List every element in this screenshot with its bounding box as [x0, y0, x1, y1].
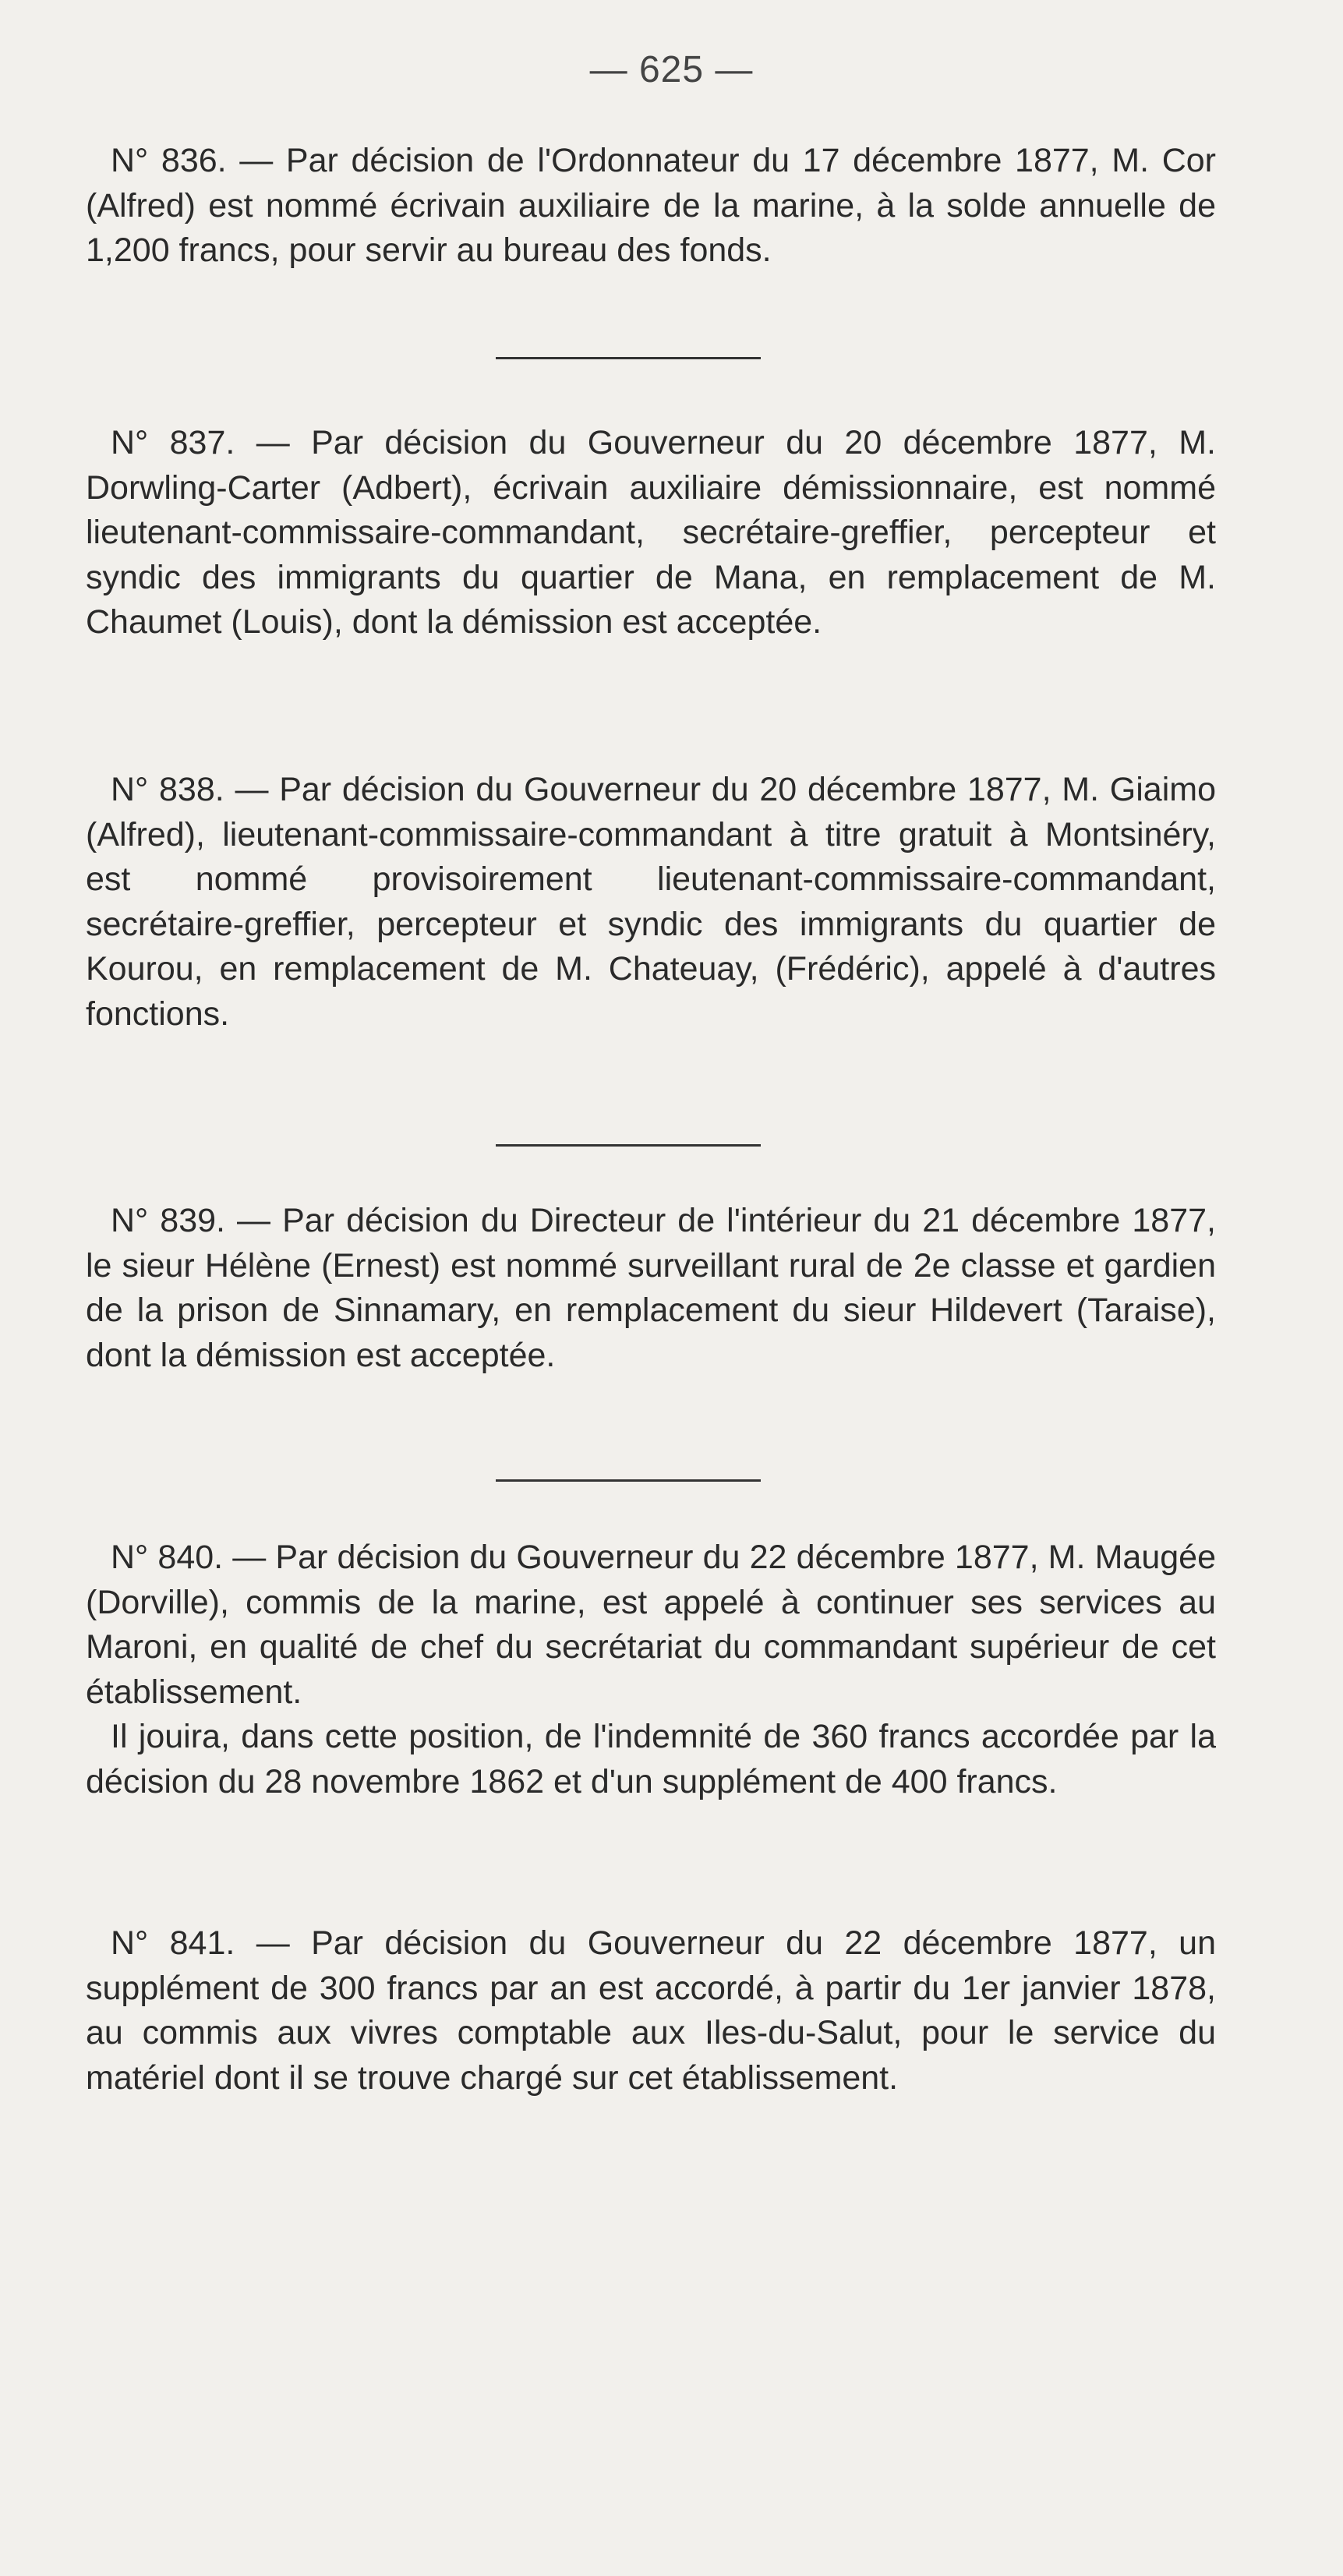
decision-entry-836	[86, 139, 1216, 274]
entry-paragraph: Il jouira, dans cette position, de l'indemnité de 360 francs accordée par la décision du 28 novembre 1862 et d'un supplément de 400 francs.	[86, 1718, 1216, 1800]
decision-entry-838	[86, 768, 1216, 1037]
entry-paragraph: N° 837. — Par décision du Gouverneur du 20 décembre 1877, M. Dorwling-Carter (Adbert), écrivain auxiliaire démissionnaire, est nommé lieutenant-commissaire-commandant, secrétaire-greffier, percepteur et syndic des immigrants du quartier de Mana, en remplacement de M. Chaumet (Louis), dont la démission est acceptée.	[86, 424, 1216, 641]
entry-paragraph: N° 841. — Par décision du Gouverneur du 22 décembre 1877, un supplément de 300 francs par an est accordé, à partir du 1er janvier 1878, au commis aux vivres comptable aux Iles-du-Salut, pour le service du matériel dont il se trouve chargé sur cet établissement.	[86, 1924, 1216, 2097]
decision-entry-837	[86, 421, 1216, 645]
entry-paragraph: N° 840. — Par décision du Gouverneur du 22 décembre 1877, M. Maugée (Dorville), commis de la marine, est appelé à continuer ses services au Maroni, en qualité de chef du secrétariat du commandant supérieur de cet établissement.	[86, 1539, 1216, 1711]
entry-paragraph: N° 838. — Par décision du Gouverneur du 20 décembre 1877, M. Giaimo (Alfred), lieutenant-commissaire-commandant à titre gratuit à Montsinéry, est nommé provisoirement lieutenant-commissaire-commandant, secrétaire-greffier, percepteur et syndic des immigrants du quartier de Kourou, en remplacement de M. Chateuay, (Frédéric), appelé à d'autres fonctions.	[86, 771, 1216, 1033]
entry-paragraph: N° 839. — Par décision du Directeur de l'intérieur du 21 décembre 1877, le sieur Hélène (Ernest) est nommé surveillant rural de 2e classe et gardien de la prison de Sinnamary, en remplacement du sieur Hildevert (Taraise), dont la démission est acceptée.	[86, 1202, 1216, 1374]
separator-rule	[496, 357, 761, 359]
separator-rule	[496, 1479, 761, 1482]
decision-entry-839	[86, 1199, 1216, 1378]
decision-entry-841	[86, 1921, 1216, 2101]
entry-paragraph: N° 836. — Par décision de l'Ordonnateur du 17 décembre 1877, M. Cor (Alfred) est nommé écrivain auxiliaire de la marine, à la solde annuelle de 1,200 francs, pour servir au bureau des fonds.	[86, 142, 1216, 269]
page-number: — 625 —	[589, 49, 754, 90]
separator-rule	[496, 1144, 761, 1147]
decision-entry-840	[86, 1535, 1216, 1804]
